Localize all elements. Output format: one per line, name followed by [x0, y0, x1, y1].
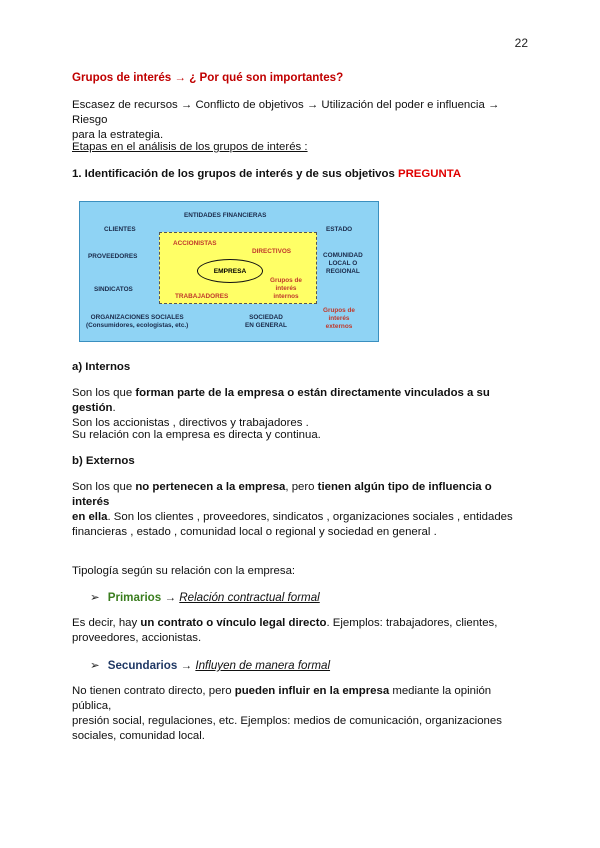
secundarios-line-1: No tienen contrato directo, pero pueden influir en la empresa mediante la opinión pública,	[72, 685, 492, 712]
secundarios-paragraph	[72, 684, 532, 744]
label-estado: ESTADO	[326, 226, 353, 233]
primarios-label: Primarios	[107, 591, 162, 604]
label-comunidad: COMUNIDAD LOCAL O REGIONAL	[323, 252, 363, 275]
stages-heading: Etapas en el análisis de los grupos de interés :	[72, 141, 308, 153]
label-internos: Grupos de interés internos	[270, 277, 302, 300]
step-1-text: 1. Identificación de los grupos de interés y de sus objetivos	[72, 168, 398, 180]
page-number: 22	[514, 36, 528, 50]
step-1-tag: PREGUNTA	[397, 168, 462, 180]
label-sociedad: SOCIEDAD EN GENERAL	[245, 314, 287, 329]
externos-line-3: financieras , estado , comunidad local o regional y sociedad en general .	[72, 526, 437, 538]
label-externos: Grupos de interés externos	[323, 307, 355, 330]
bullet-arrow-icon: ➢	[90, 659, 100, 672]
secundarios-line-3: sociales, comunidad local.	[72, 730, 205, 742]
externos-line-2: en ella. Son los clientes , proveedores, sindicatos , organizaciones sociales , entidades	[72, 511, 513, 523]
label-directivos: DIRECTIVOS	[252, 248, 292, 255]
label-accionistas: ACCIONISTAS	[173, 240, 217, 247]
internos-heading: a) Internos	[72, 361, 131, 373]
bullet-arrow-icon: ➢	[90, 591, 100, 604]
primarios-line-1: Es decir, hay un contrato o vínculo legal directo. Ejemplos: trabajadores, clientes,	[72, 617, 498, 629]
externos-line-1: Son los que no pertenecen a la empresa, pero tienen algún tipo de influencia o interés	[72, 481, 492, 508]
label-clientes: CLIENTES	[104, 226, 136, 233]
intro-paragraph	[72, 98, 532, 143]
intro-line-2: para la estrategia.	[72, 129, 164, 141]
internos-line-1: Son los que forman parte de la empresa o están directamente vinculados a su gestión.	[72, 387, 490, 414]
primarios-paragraph	[72, 616, 532, 646]
section-title: Grupos de interés → ¿ Por qué son importantes?	[72, 71, 344, 84]
intro-line-1: Escasez de recursos → Conflicto de objetivos → Utilización del poder e influencia → Riesgo	[72, 99, 500, 126]
externos-heading: b) Externos	[72, 455, 135, 467]
label-trabajadores: TRABAJADORES	[175, 293, 229, 300]
label-sindicatos: SINDICATOS	[94, 286, 133, 293]
label-empresa: EMPRESA	[213, 267, 247, 275]
tipologia-heading: Tipología según su relación con la empresa:	[72, 565, 296, 577]
step-1-heading	[72, 167, 532, 182]
label-organizaciones: ORGANIZACIONES SOCIALES (Consumidores, ecologistas, etc.)	[86, 314, 189, 329]
primarios-description: Relación contractual formal	[179, 591, 320, 604]
label-proveedores: PROVEEDORES	[88, 253, 138, 260]
internos-line-2: Son los accionistas , directivos y trabajadores .	[72, 417, 309, 429]
primarios-bullet-item: ➢ Primarios → Relación contractual formal	[90, 591, 320, 604]
internos-relation: Su relación con la empresa es directa y continua.	[72, 429, 321, 441]
secundarios-description: Influyen de manera formal	[195, 659, 331, 672]
stakeholder-diagram	[79, 201, 379, 342]
label-entidades: ENTIDADES FINANCIERAS	[184, 212, 267, 219]
internos-paragraph	[72, 386, 532, 431]
secundarios-label: Secundarios	[107, 659, 178, 672]
primarios-line-2: proveedores, accionistas.	[72, 632, 202, 644]
secundarios-bullet-item: ➢ Secundarios → Influyen de manera formal	[90, 659, 331, 672]
internos-emphasis: forman parte de la empresa o están directamente vinculados a su gestión	[72, 387, 490, 414]
secundarios-line-2: presión social, regulaciones, etc. Ejemplos: medios de comunicación, organizaciones	[72, 715, 502, 727]
empresa-ellipse	[197, 259, 263, 283]
externos-paragraph	[72, 480, 532, 540]
